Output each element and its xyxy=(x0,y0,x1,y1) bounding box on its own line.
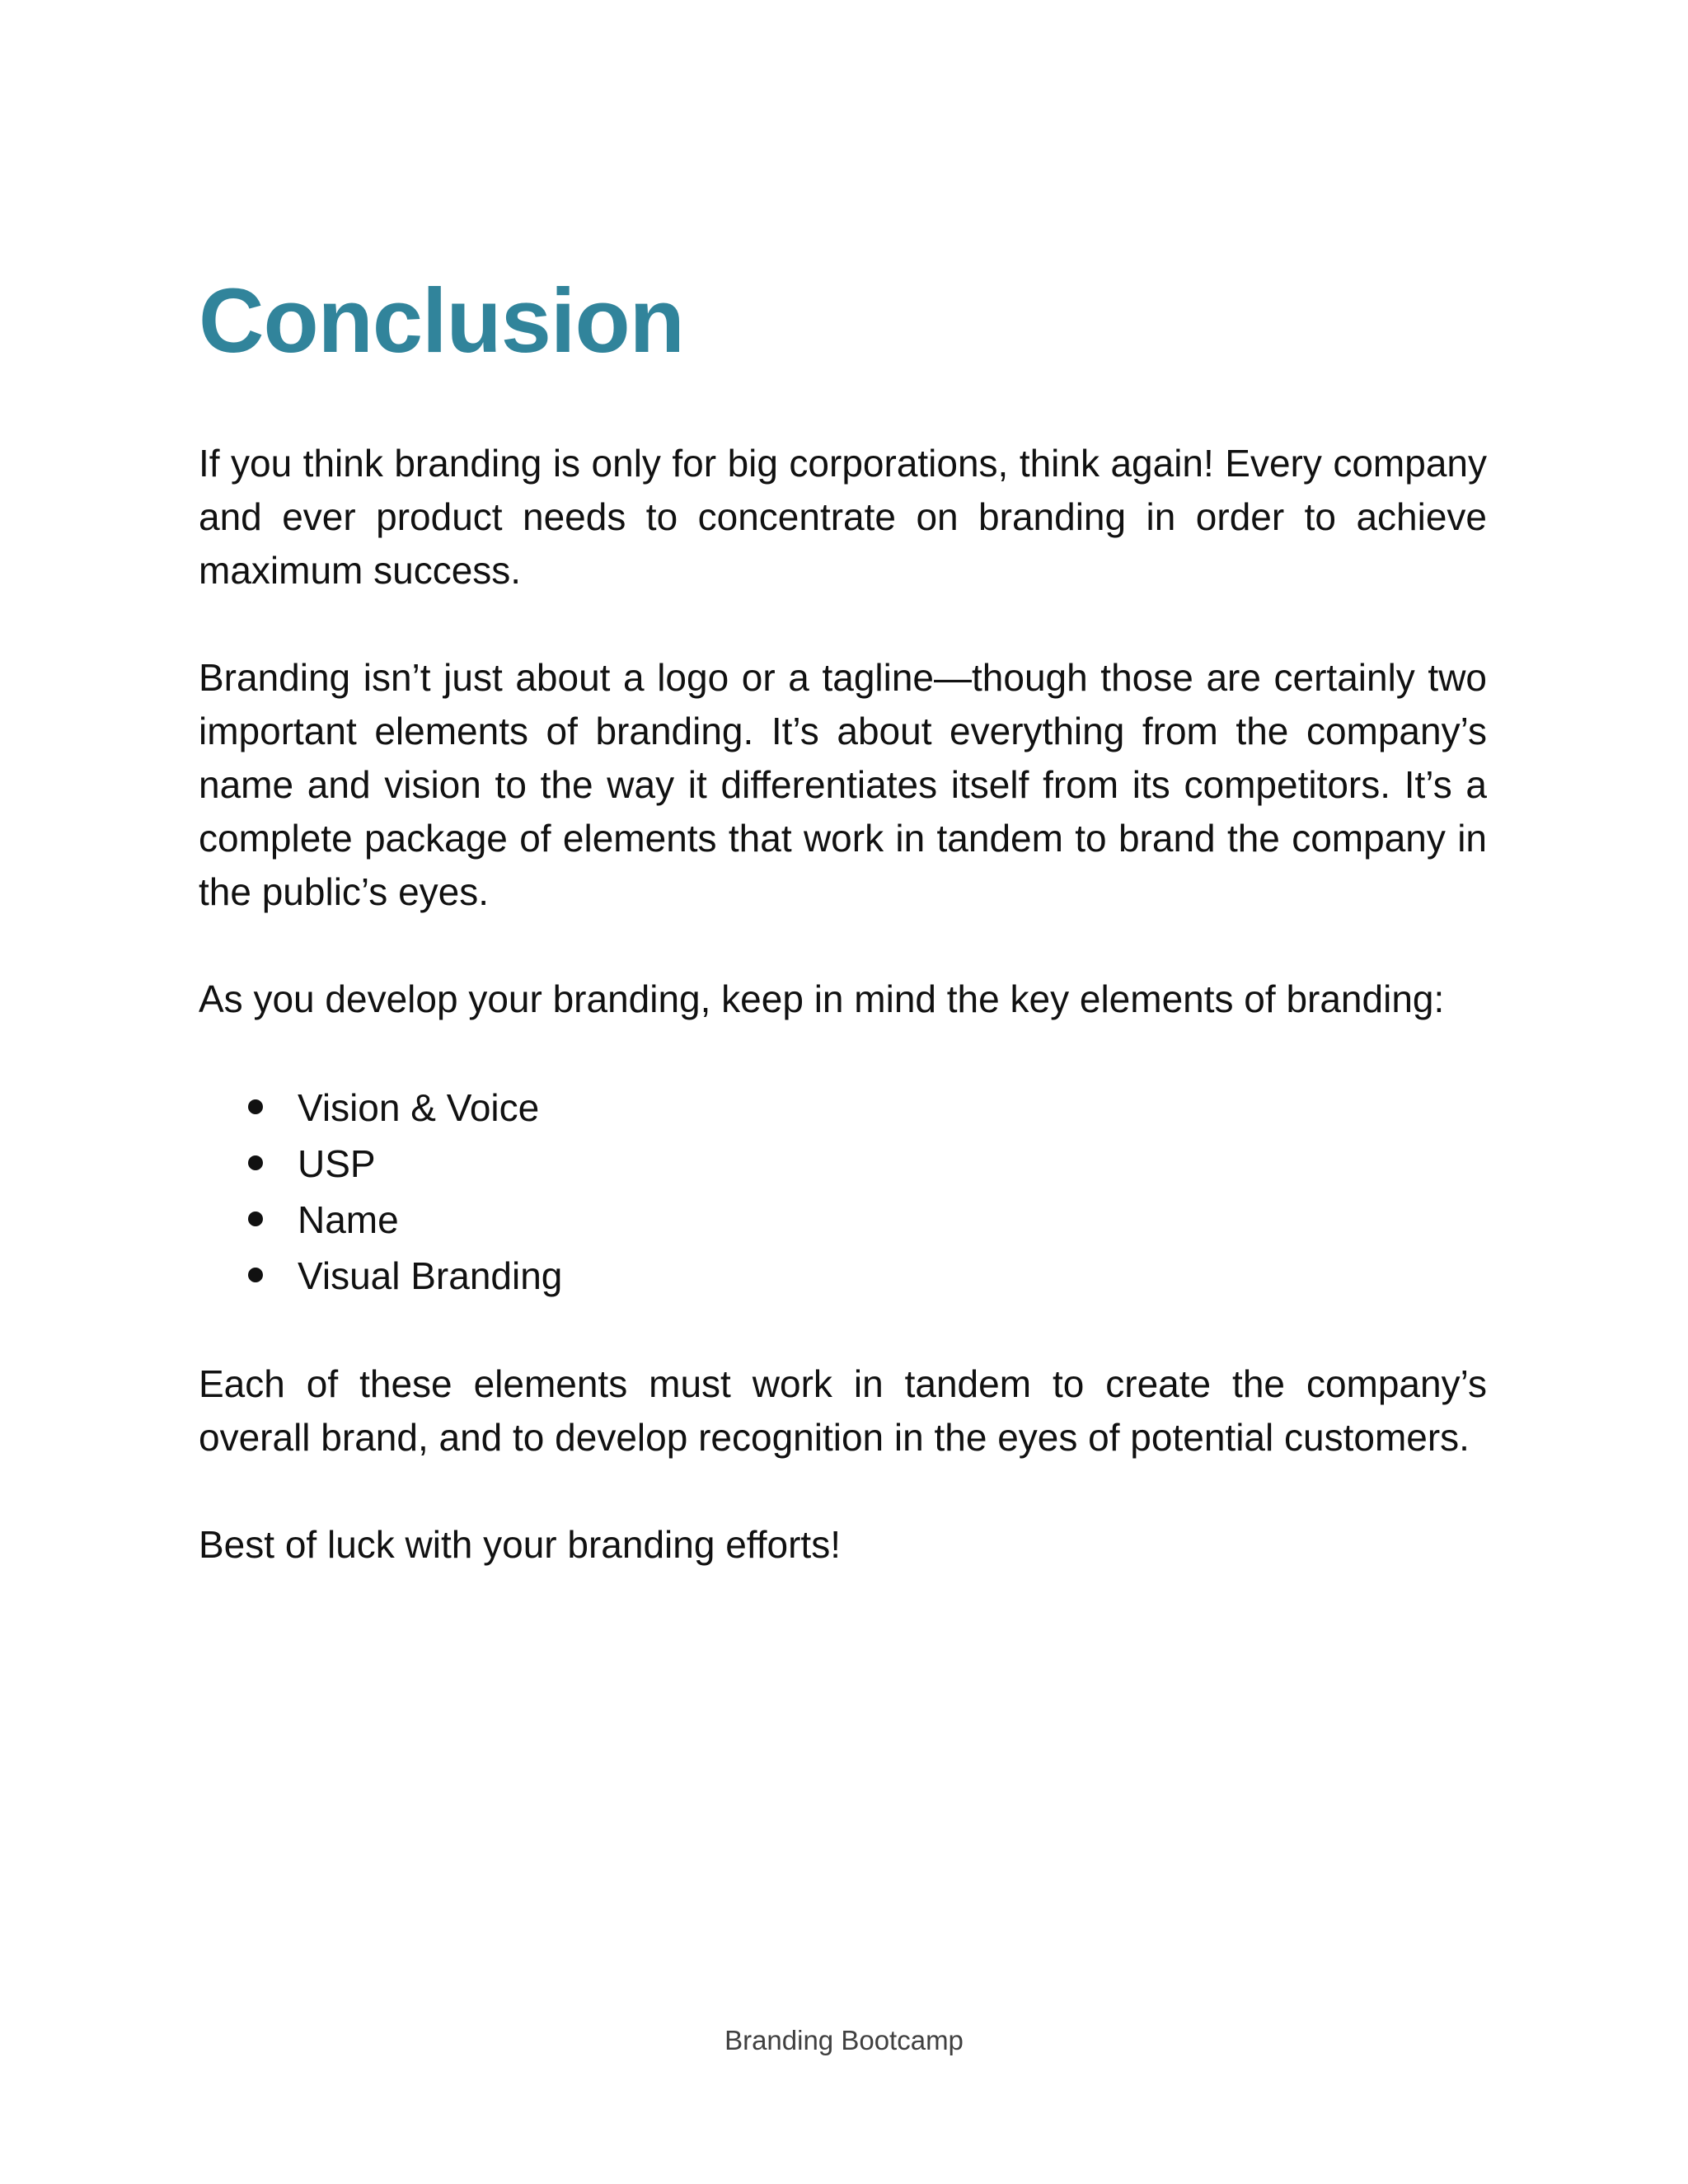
paragraph-tandem: Each of these elements must work in tandem to create the company’s overall brand, and to develop recognition in the eyes of potential customers. xyxy=(199,1362,1487,1459)
list-item xyxy=(199,1248,1487,1304)
list-item-label: Name xyxy=(298,1198,399,1241)
bullet-icon xyxy=(248,1099,263,1114)
list-item xyxy=(199,1136,1487,1192)
bullet-icon xyxy=(248,1212,263,1226)
list-item xyxy=(199,1192,1487,1248)
key-elements-list xyxy=(199,1080,1487,1304)
page-content xyxy=(199,272,1487,1625)
list-item-label: Vision & Voice xyxy=(298,1086,540,1129)
paragraph-closing: Best of luck with your branding efforts! xyxy=(199,1523,841,1566)
list-item xyxy=(199,1080,1487,1136)
bullet-icon xyxy=(248,1268,263,1282)
paragraph-key-elements-lead: As you develop your branding, keep in mind the key elements of branding: xyxy=(199,977,1445,1020)
bullet-icon xyxy=(248,1155,263,1170)
list-item-label: Visual Branding xyxy=(298,1254,563,1297)
paragraph-branding-definition: Branding isn’t just about a logo or a tagline—though those are certainly two important elements of branding. It’s about everything from the company’s name and vision to the way it differentiates itself from its competitors. It’s a complete package of elements that work in tandem to brand the company in the public’s eyes. xyxy=(199,656,1487,913)
page-title: Conclusion xyxy=(199,270,684,372)
page-footer: Branding Bootcamp xyxy=(724,2025,964,2055)
paragraph-intro: If you think branding is only for big corporations, think again! Every company and ever product needs to concentrate on branding in order to achieve maximum success. xyxy=(199,442,1487,592)
list-item-label: USP xyxy=(298,1142,376,1185)
